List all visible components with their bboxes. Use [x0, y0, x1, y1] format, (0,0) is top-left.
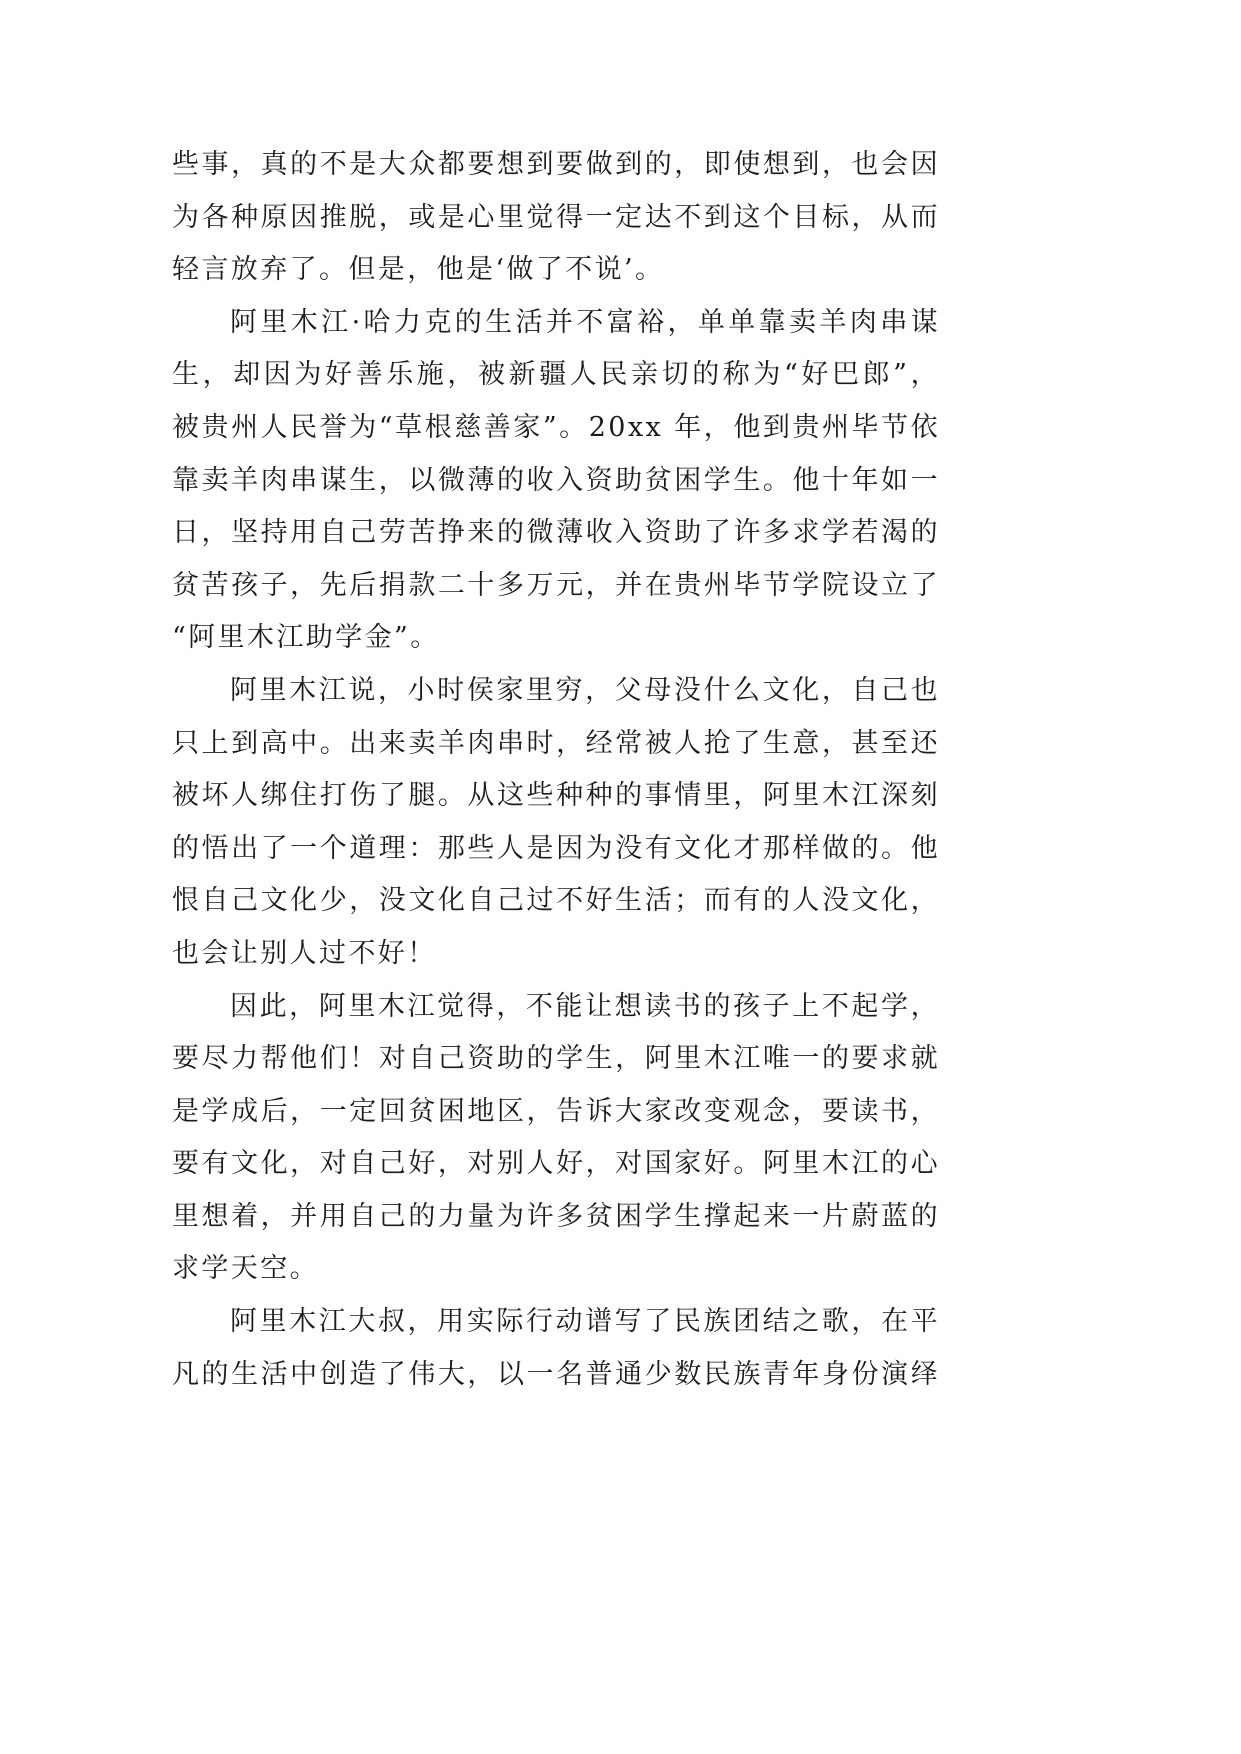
text-line: 为各种原因推脱，或是心里觉得一定达不到这个目标，从而	[172, 201, 940, 233]
text-line: 只上到高中。出来卖羊肉串时，经常被人抢了生意，甚至还	[172, 727, 940, 759]
text-line: 因此，阿里木江觉得，不能让想读书的孩子上不起学，	[230, 990, 940, 1022]
paragraph-ethnic-unity	[172, 1296, 940, 1401]
text-line: 轻言放弃了。但是，他是‘做了不说’。	[172, 254, 665, 286]
text-line: 被坏人绑住打伤了腿。从这些种种的事情里，阿里木江深刻	[172, 780, 940, 812]
text-line: 贫苦孩子，先后捐款二十多万元，并在贵州毕节学院设立了	[172, 569, 940, 601]
paragraph-alimujiang-life	[172, 297, 940, 665]
text-line: 要有文化，对自己好，对别人好，对国家好。阿里木江的心	[172, 1148, 940, 1180]
text-line: 日，坚持用自己劳苦挣来的微薄收入资助了许多求学若渴的	[172, 517, 940, 549]
text-line: 也会让别人过不好！	[172, 937, 437, 969]
text-line: 里想着，并用自己的力量为许多贫困学生撑起来一片蔚蓝的	[172, 1200, 940, 1232]
body-text	[172, 139, 940, 1401]
text-line: 要尽力帮他们！对自己资助的学生，阿里木江唯一的要求就	[172, 1043, 940, 1075]
text-line: 靠卖羊肉串谋生，以微薄的收入资助贫困学生。他十年如一	[172, 464, 940, 496]
text-line: 是学成后，一定回贫困地区，告诉大家改变观念，要读书，	[172, 1095, 940, 1127]
text-line: 凡的生活中创造了伟大，以一名普通少数民族青年身份演绎	[172, 1358, 940, 1390]
paragraph-continuation	[172, 139, 940, 297]
text-line: 些事，真的不是大众都要想到要做到的，即使想到，也会因	[172, 149, 940, 180]
text-line: 的悟出了一个道理：那些人是因为没有文化才那样做的。他	[172, 832, 940, 864]
paragraph-help-students	[172, 981, 940, 1297]
text-line: 阿里木江·哈力克的生活并不富裕，单单靠卖羊肉串谋	[230, 306, 940, 338]
text-line: 求学天空。	[172, 1253, 319, 1285]
text-line: 恨自己文化少，没文化自己过不好生活；而有的人没文化，	[172, 885, 940, 917]
text-line: 被贵州人民誉为“草根慈善家”。20xx 年，他到贵州毕节依	[172, 411, 940, 443]
text-line: 生，却因为好善乐施，被新疆人民亲切的称为“好巴郎”，	[172, 359, 940, 391]
text-line: 阿里木江说，小时侯家里穷，父母没什么文化，自己也	[230, 674, 940, 706]
text-line: “阿里木江助学金”。	[172, 622, 440, 654]
paragraph-childhood	[172, 665, 940, 981]
text-line: 阿里木江大叔，用实际行动谱写了民族团结之歌，在平	[230, 1306, 940, 1338]
